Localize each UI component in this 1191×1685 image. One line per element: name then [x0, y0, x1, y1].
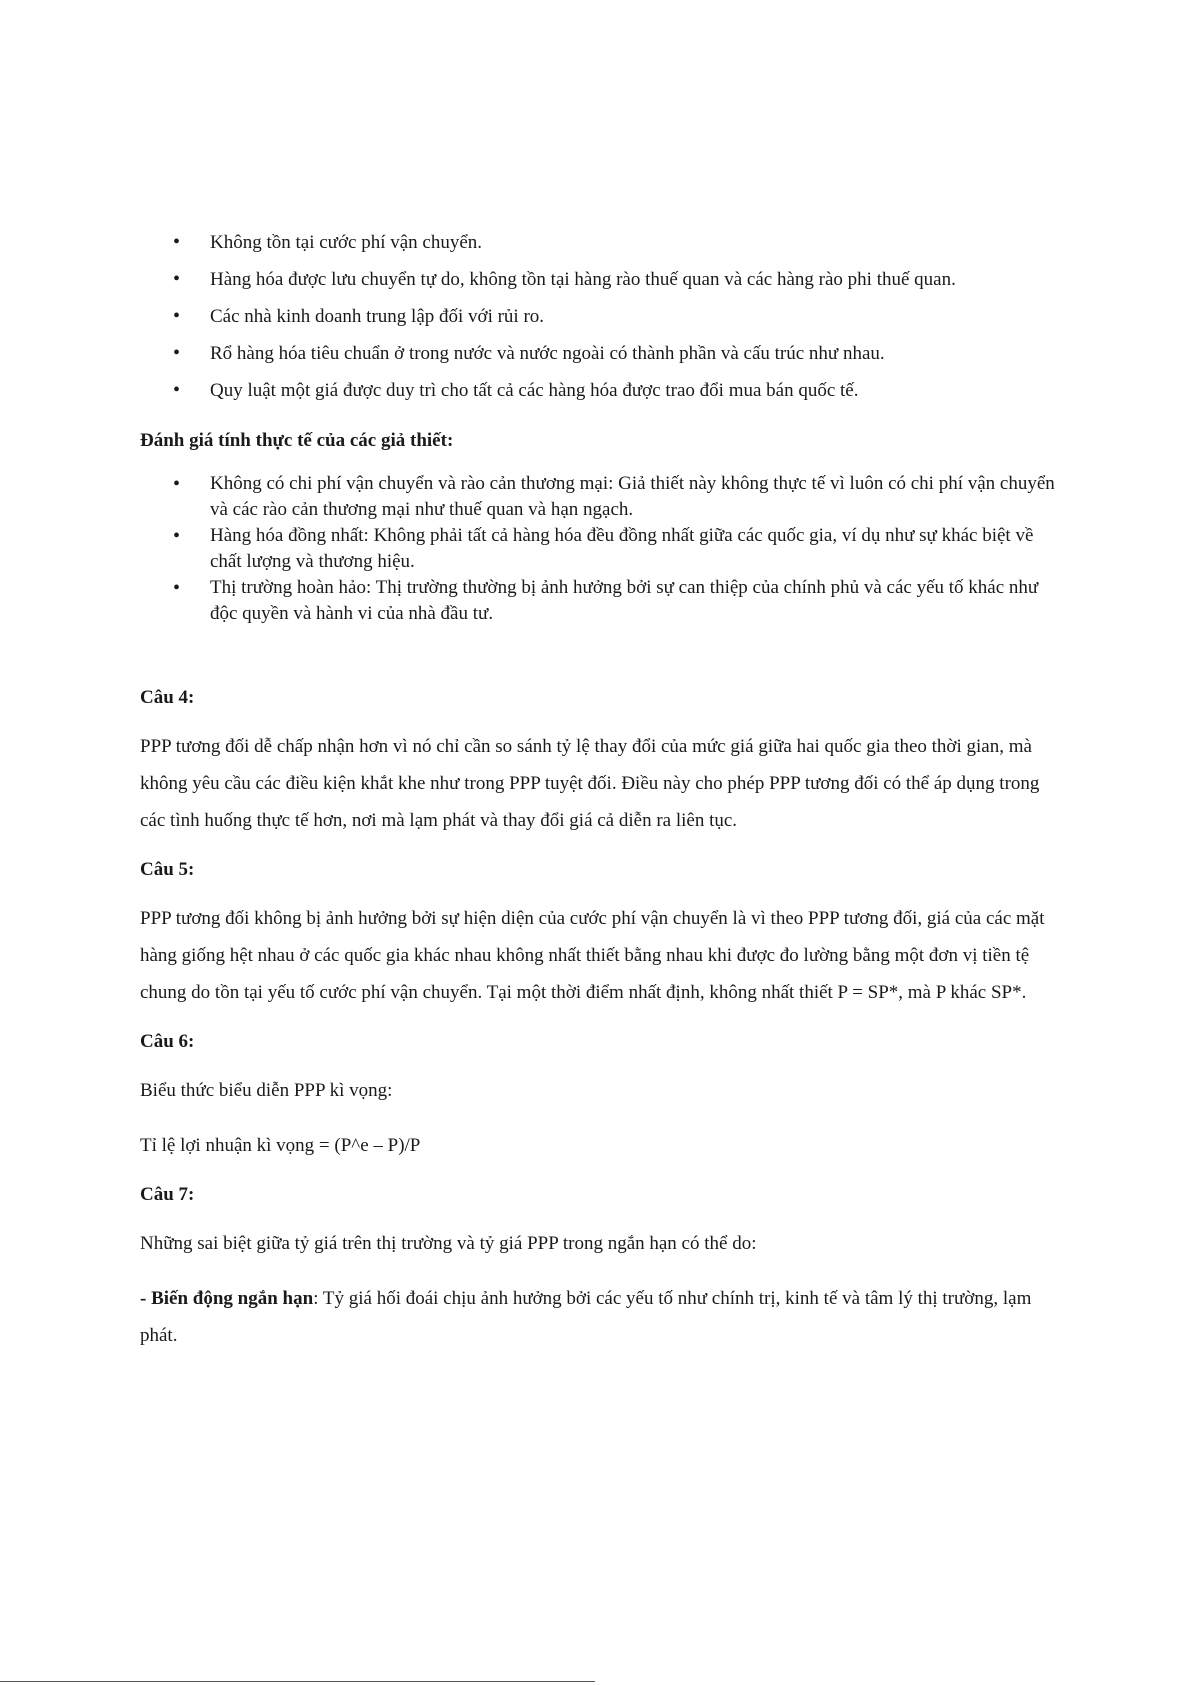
- question-6-title: Câu 6:: [140, 1031, 195, 1052]
- question-7-point: [140, 1280, 1060, 1354]
- list-item: • Các nhà kinh doanh trung lập đối với rủi ro.: [140, 304, 1060, 329]
- question-6-formula: Tỉ lệ lợi nhuận kì vọng = (P^e – P)/P: [140, 1135, 421, 1156]
- document-body: [140, 230, 1060, 1354]
- list-item: • Không có chi phí vận chuyển và rào cản thương mại: Giả thiết này không thực tế vì luôn có chi phí vận chuyển và các rào cản thương mại như thuế quan và hạn ngạch.: [140, 471, 1060, 523]
- question-7-title: Câu 7:: [140, 1184, 195, 1205]
- list-item: • Quy luật một giá được duy trì cho tất cả các hàng hóa được trao đổi mua bán quốc tế.: [140, 378, 1060, 403]
- point-label: - Biến động ngắn hạn: [140, 1288, 314, 1309]
- list-item: • Không tồn tại cước phí vận chuyển.: [140, 230, 1060, 255]
- question-5-title: Câu 5:: [140, 859, 195, 880]
- evaluation-heading: Đánh giá tính thực tế của các giả thiết:: [140, 430, 454, 451]
- list-item: • Thị trường hoàn hảo: Thị trường thường bị ảnh hưởng bởi sự can thiệp của chính phủ và các yếu tố khác như độc quyền và hành vi của nhà đầu tư.: [140, 575, 1060, 627]
- point-text: : Tỷ giá hối đoái chịu ảnh hưởng bởi các yếu tố như chính trị, kinh tế và tâm lý thị trường, lạm phát.: [140, 1288, 1032, 1346]
- question-6-line-1: Biểu thức biểu diễn PPP kì vọng:: [140, 1080, 393, 1101]
- question-4-answer: PPP tương đối dễ chấp nhận hơn vì nó chỉ cần so sánh tỷ lệ thay đổi của mức giá giữa hai quốc gia theo thời gian, mà không yêu cầu các điều kiện khắt khe như trong PPP tuyệt đối. Điều này cho phép PPP tương đối có thể áp dụng trong các tình huống thực tế hơn, nơi mà lạm phát và thay đổi giá cả diễn ra liên tục.: [140, 736, 1040, 831]
- question-7-intro: Những sai biệt giữa tỷ giá trên thị trường và tỷ giá PPP trong ngắn hạn có thể do:: [140, 1233, 757, 1254]
- footnote-divider: [0, 1681, 595, 1682]
- list-item: • Rổ hàng hóa tiêu chuẩn ở trong nước và nước ngoài có thành phần và cấu trúc như nhau.: [140, 341, 1060, 366]
- assumptions-list: [140, 230, 1060, 403]
- question-5-answer: PPP tương đối không bị ảnh hưởng bởi sự hiện diện của cước phí vận chuyển là vì theo PPP tương đối, giá của các mặt hàng giống hệt nhau ở các quốc gia khác nhau không nhất thiết bằng nhau khi được đo lường bằng một đơn vị tiền tệ chung do tồn tại yếu tố cước phí vận chuyển. Tại một thời điểm nhất định, không nhất thiết P = SP*, mà P khác SP*.: [140, 908, 1045, 1003]
- evaluation-list: [140, 471, 1060, 627]
- list-item: • Hàng hóa đồng nhất: Không phải tất cả hàng hóa đều đồng nhất giữa các quốc gia, ví dụ như sự khác biệt về chất lượng và thương hiệu.: [140, 523, 1060, 575]
- question-4-title: Câu 4:: [140, 687, 195, 708]
- list-item: • Hàng hóa được lưu chuyển tự do, không tồn tại hàng rào thuế quan và các hàng rào phi thuế quan.: [140, 267, 1060, 292]
